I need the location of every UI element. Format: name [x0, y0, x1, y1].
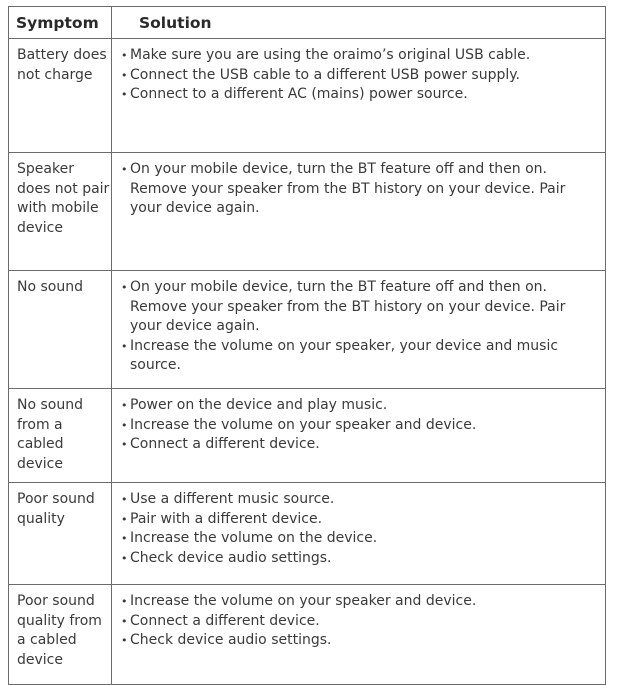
bullet-icon: •	[121, 68, 128, 82]
solution-item: • Use a different music source.	[121, 490, 599, 510]
table-row	[9, 39, 606, 153]
solution-item: • Increase the volume on your speaker and device.	[121, 592, 599, 612]
bullet-icon: •	[121, 595, 128, 608]
symptom-cell	[9, 153, 112, 271]
solution-item: • Increase the volume on your speaker and device.	[121, 416, 599, 436]
symptom-text: No sound from a cabled device	[17, 397, 83, 472]
solution-list	[121, 160, 599, 219]
solution-item: • Check device audio settings.	[121, 631, 599, 651]
symptom-cell	[9, 585, 112, 685]
solution-item: • Power on the device and play music.	[121, 396, 599, 416]
solution-item: • Increase the volume on the device.	[121, 529, 599, 549]
solution-cell	[112, 483, 606, 585]
solution-item: • On your mobile device, turn the BT feature off and then on. Remove your speaker from the BT history on your device. Pair your device again.	[121, 161, 566, 217]
bullet-icon: •	[121, 512, 128, 526]
symptom-text: Battery does not charge	[17, 47, 107, 83]
bullet-icon: •	[121, 399, 128, 412]
table-row	[9, 585, 606, 685]
bullet-icon: •	[121, 438, 128, 452]
solution-cell	[112, 585, 606, 685]
bullet-icon: •	[121, 163, 128, 176]
bullet-icon: •	[121, 532, 128, 546]
solution-item: • Pair with a different device.	[121, 510, 599, 530]
solution-cell	[112, 39, 606, 153]
symptom-cell	[9, 483, 112, 585]
bullet-icon: •	[121, 493, 128, 506]
symptom-text: No sound	[17, 279, 83, 295]
symptom-text: Poor sound quality	[17, 491, 95, 527]
symptom-text: Poor sound quality from a cabled device	[17, 593, 102, 668]
bullet-icon: •	[121, 88, 128, 102]
solution-item: • Increase the volume on your speaker, your device and music source.	[121, 337, 559, 374]
bullet-icon: •	[121, 339, 128, 353]
solution-item: • Check device audio settings.	[121, 549, 599, 569]
solution-list	[121, 592, 599, 651]
solution-list	[121, 278, 599, 376]
solution-cell	[112, 389, 606, 483]
solution-item: • Connect a different device.	[121, 612, 599, 632]
bullet-icon: •	[121, 614, 128, 628]
bullet-icon: •	[121, 634, 128, 648]
symptom-header: Symptom	[9, 7, 112, 39]
table-row	[9, 389, 606, 483]
solution-item: • On your mobile device, turn the BT feature off and then on. Remove your speaker from the BT history on your device. Pair your device again.	[121, 279, 566, 335]
solution-item: • Connect the USB cable to a different USB power supply.	[121, 66, 599, 86]
bullet-icon: •	[121, 418, 128, 432]
table-row	[9, 483, 606, 585]
table-row	[9, 271, 606, 389]
solution-list	[121, 490, 599, 568]
header-row	[9, 7, 606, 39]
solution-list	[121, 46, 599, 105]
symptom-cell	[9, 39, 112, 153]
solution-header: Solution	[112, 7, 606, 39]
solution-item: • Connect a different device.	[121, 435, 599, 455]
solution-cell	[112, 153, 606, 271]
bullet-icon: •	[121, 49, 128, 62]
solution-cell	[112, 271, 606, 389]
troubleshooting-table	[8, 6, 606, 685]
symptom-cell	[9, 389, 112, 483]
solution-list	[121, 396, 599, 455]
table-row	[9, 153, 606, 271]
bullet-icon: •	[121, 551, 128, 565]
solution-item: • Connect to a different AC (mains) power source.	[121, 85, 599, 105]
bullet-icon: •	[121, 281, 128, 294]
solution-item: • Make sure you are using the oraimo’s original USB cable.	[121, 46, 599, 66]
symptom-text: Speaker does not pair with mobile device	[17, 161, 110, 236]
symptom-cell	[9, 271, 112, 389]
